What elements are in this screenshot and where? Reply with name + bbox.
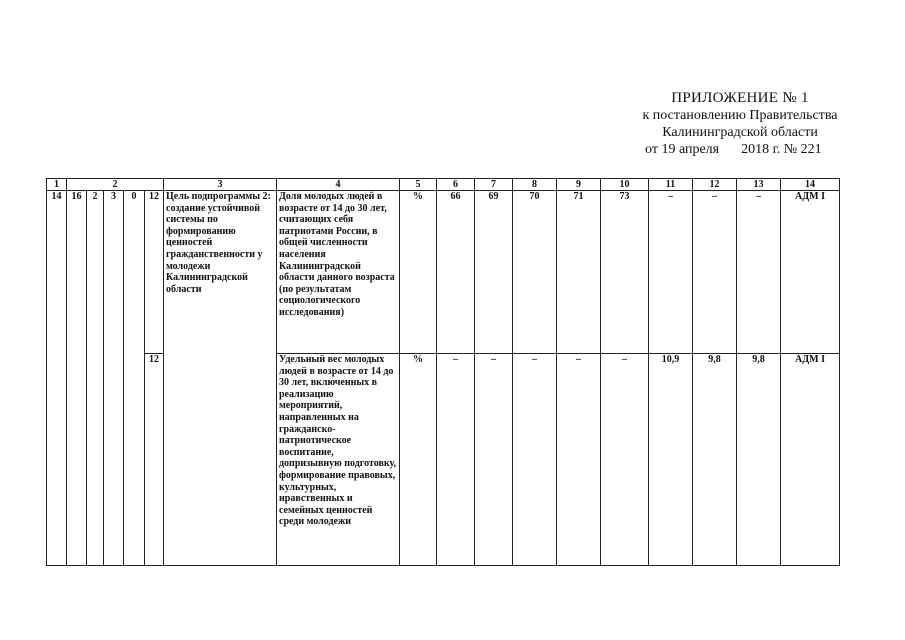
column-header: 9 <box>557 179 601 191</box>
value-cell: 9,8 <box>693 354 737 566</box>
resolution-reference: к постановлению Правительства <box>642 108 838 123</box>
column-header: 5 <box>400 179 437 191</box>
code-cell: 0 <box>124 191 145 566</box>
responsible-cell: АДМ I <box>781 191 840 354</box>
column-header: 6 <box>437 179 475 191</box>
unit-cell: % <box>400 354 437 566</box>
value-cell: 73 <box>601 191 649 354</box>
value-cell: 71 <box>557 191 601 354</box>
value-cell: 9,8 <box>737 354 781 566</box>
indicators-table <box>46 178 840 566</box>
value-cell: – <box>513 354 557 566</box>
value-cell: – <box>601 354 649 566</box>
date-year-number: 2018 г. № 221 <box>741 142 822 157</box>
column-header: 13 <box>737 179 781 191</box>
document-header <box>600 90 880 158</box>
value-cell: 70 <box>513 191 557 354</box>
code-cell: 2 <box>87 191 104 566</box>
goal-description: Цель подпрограммы 2: создание устойчивой системы по формированию ценностей гражданственности у молодежи Калининградской области <box>164 191 277 566</box>
column-number-row <box>47 179 840 191</box>
value-cell: 10,9 <box>649 354 693 566</box>
column-header: 10 <box>601 179 649 191</box>
resolution-date <box>600 141 880 158</box>
indicator-name: Доля молодых людей в возрасте от 14 до 30 лет, считающих себя патриотами России, в общей численности населения Калининградской области данного возраста (по результатам социологического исследования) <box>277 191 400 354</box>
value-cell: – <box>649 191 693 354</box>
value-cell: 69 <box>475 191 513 354</box>
column-header: 1 <box>47 179 67 191</box>
column-header: 14 <box>781 179 840 191</box>
code-cell: 14 <box>47 191 67 566</box>
table-row <box>47 191 840 354</box>
value-cell: – <box>557 354 601 566</box>
column-header: 12 <box>693 179 737 191</box>
appendix-title: ПРИЛОЖЕНИЕ № 1 <box>671 90 809 106</box>
unit-cell: % <box>400 191 437 354</box>
responsible-cell: АДМ I <box>781 354 840 566</box>
value-cell: – <box>693 191 737 354</box>
date-prefix: от <box>645 142 658 157</box>
value-cell: – <box>737 191 781 354</box>
date-day-month: 19 апреля <box>661 142 720 157</box>
column-header: 11 <box>649 179 693 191</box>
column-header: 3 <box>164 179 277 191</box>
value-cell: 66 <box>437 191 475 354</box>
code-cell: 16 <box>67 191 87 566</box>
value-cell: – <box>475 354 513 566</box>
code-cell: 3 <box>104 191 124 566</box>
column-header: 8 <box>513 179 557 191</box>
column-header: 7 <box>475 179 513 191</box>
code-cell: 12 <box>145 354 164 566</box>
value-cell: – <box>437 354 475 566</box>
indicator-name: Удельный вес молодых людей в возрасте от 14 до 30 лет, включенных в реализацию мероприятий, направленных на гражданско-патриотическое воспитание, допризывную подготовку, формирование правовых, культурных, нравственных и семейных ценностей среди молодежи <box>277 354 400 566</box>
region-name: Калининградской области <box>662 125 818 140</box>
code-cell: 12 <box>145 191 164 354</box>
column-header: 2 <box>67 179 164 191</box>
column-header: 4 <box>277 179 400 191</box>
